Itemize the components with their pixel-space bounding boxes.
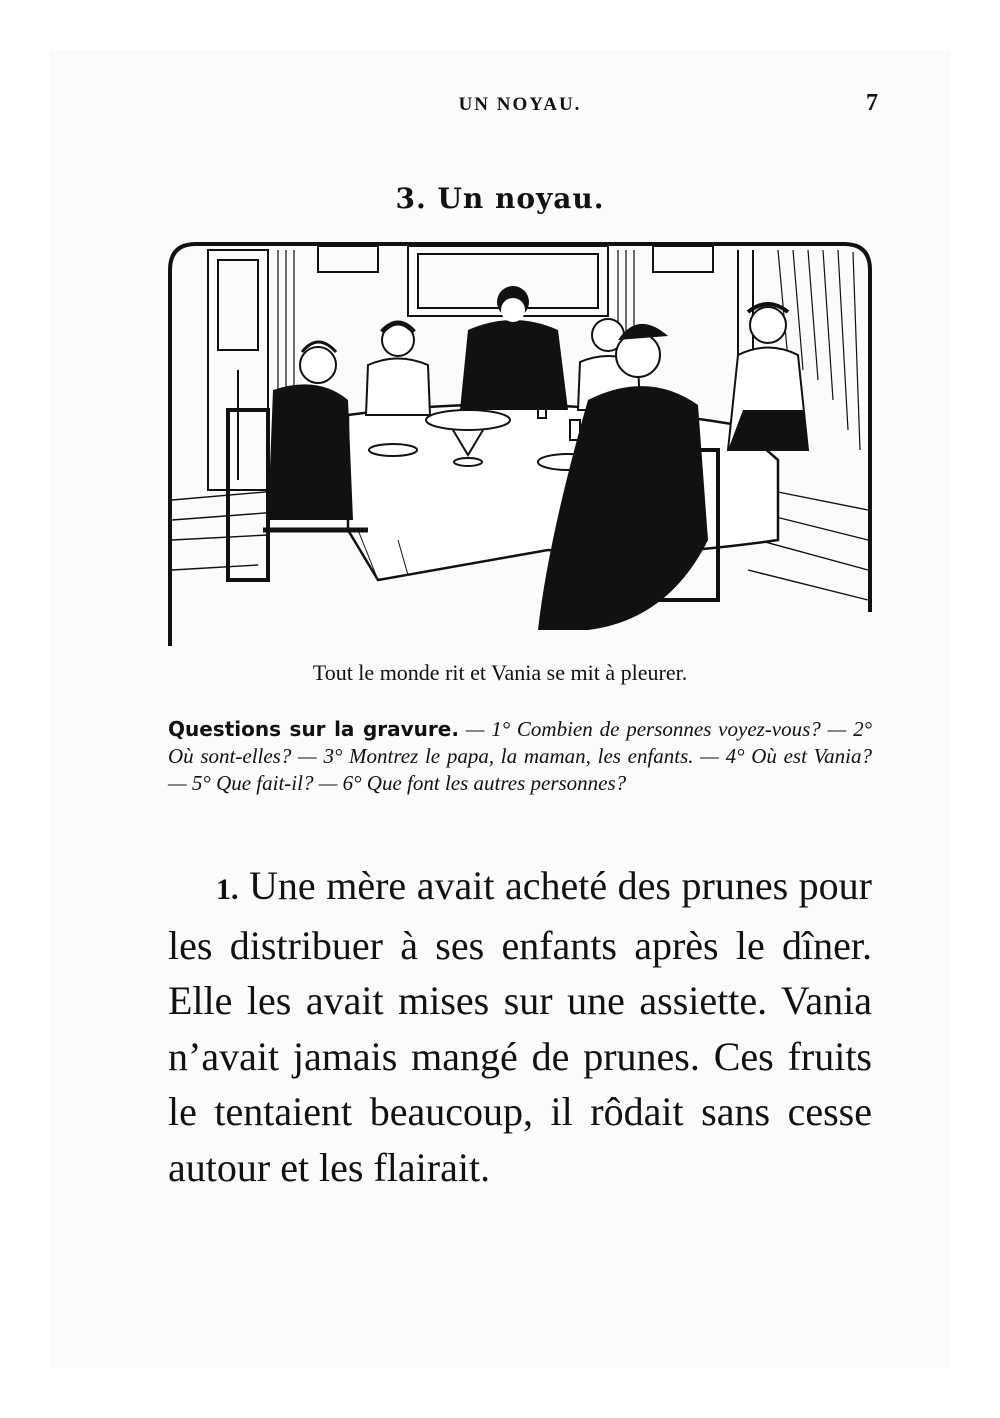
engraving-drawing: [168, 240, 872, 648]
dining-scene-engraving: [168, 240, 872, 648]
chapter-title: 3. Un noyau.: [395, 182, 605, 215]
page-number: 7: [866, 90, 878, 116]
running-head: [160, 90, 880, 120]
paragraph-number: 1.: [216, 873, 239, 906]
questions-heading: Questions sur la gravure.: [168, 717, 459, 741]
questions-block: [168, 716, 872, 797]
reading-paragraph: [168, 858, 872, 1195]
running-title: UN NOYAU.: [458, 94, 582, 115]
questions-text: — 1° Combien de personnes voyez-vous? — 2° Où sont-elles? — 3° Montrez le papa, la maman, les enfants. — 4° Où est Vania? — 5° Que fait-il? — 6° Que font les autres personnes?: [168, 717, 872, 795]
engraving-caption: Tout le monde rit et Vania se mit à pleurer.: [312, 660, 688, 685]
paragraph-text: Une mère avait acheté des prunes pour les distribuer à ses enfants après le dîner. Elle les avait mises sur une assiette. Vania n’avait jamais mangé de prunes. Ces fruits le tentaient beaucoup, il rôdait sans cesse autour et les flairait.: [168, 863, 873, 1190]
